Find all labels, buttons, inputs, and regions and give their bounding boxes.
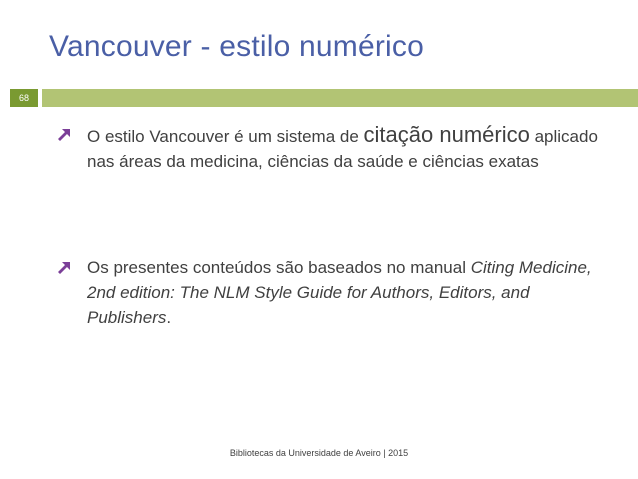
bullet-1-text-end: aplicado nas áreas da medicina, ciências da saúde e ciências exatas bbox=[87, 127, 598, 171]
bullet-2-text-start: Os presentes conteúdos são baseados no manual bbox=[87, 258, 471, 277]
arrow-up-right-icon bbox=[57, 261, 71, 275]
arrow-up-right-icon bbox=[57, 128, 71, 142]
bullet-text-2 bbox=[87, 255, 617, 330]
slide-number: 68 bbox=[10, 89, 38, 107]
bullet-2-book-title: Citing Medicine, 2nd edition: The NLM Style Guide for Authors, Editors, and Publishers bbox=[87, 258, 592, 327]
slide-footer: Bibliotecas da Universidade de Aveiro | 2015 bbox=[229, 448, 409, 458]
title-divider-bar bbox=[42, 89, 638, 107]
bullet-item-2 bbox=[57, 255, 617, 330]
slide-title: Vancouver - estilo numérico bbox=[49, 30, 425, 63]
bullet-item-1 bbox=[57, 122, 617, 174]
bullet-text-1 bbox=[87, 122, 617, 174]
bullet-1-text-start: O estilo Vancouver é um sistema de bbox=[87, 127, 364, 146]
bullet-2-text-end: . bbox=[166, 308, 172, 327]
bullet-1-emphasis: citação numérico bbox=[363, 122, 530, 147]
